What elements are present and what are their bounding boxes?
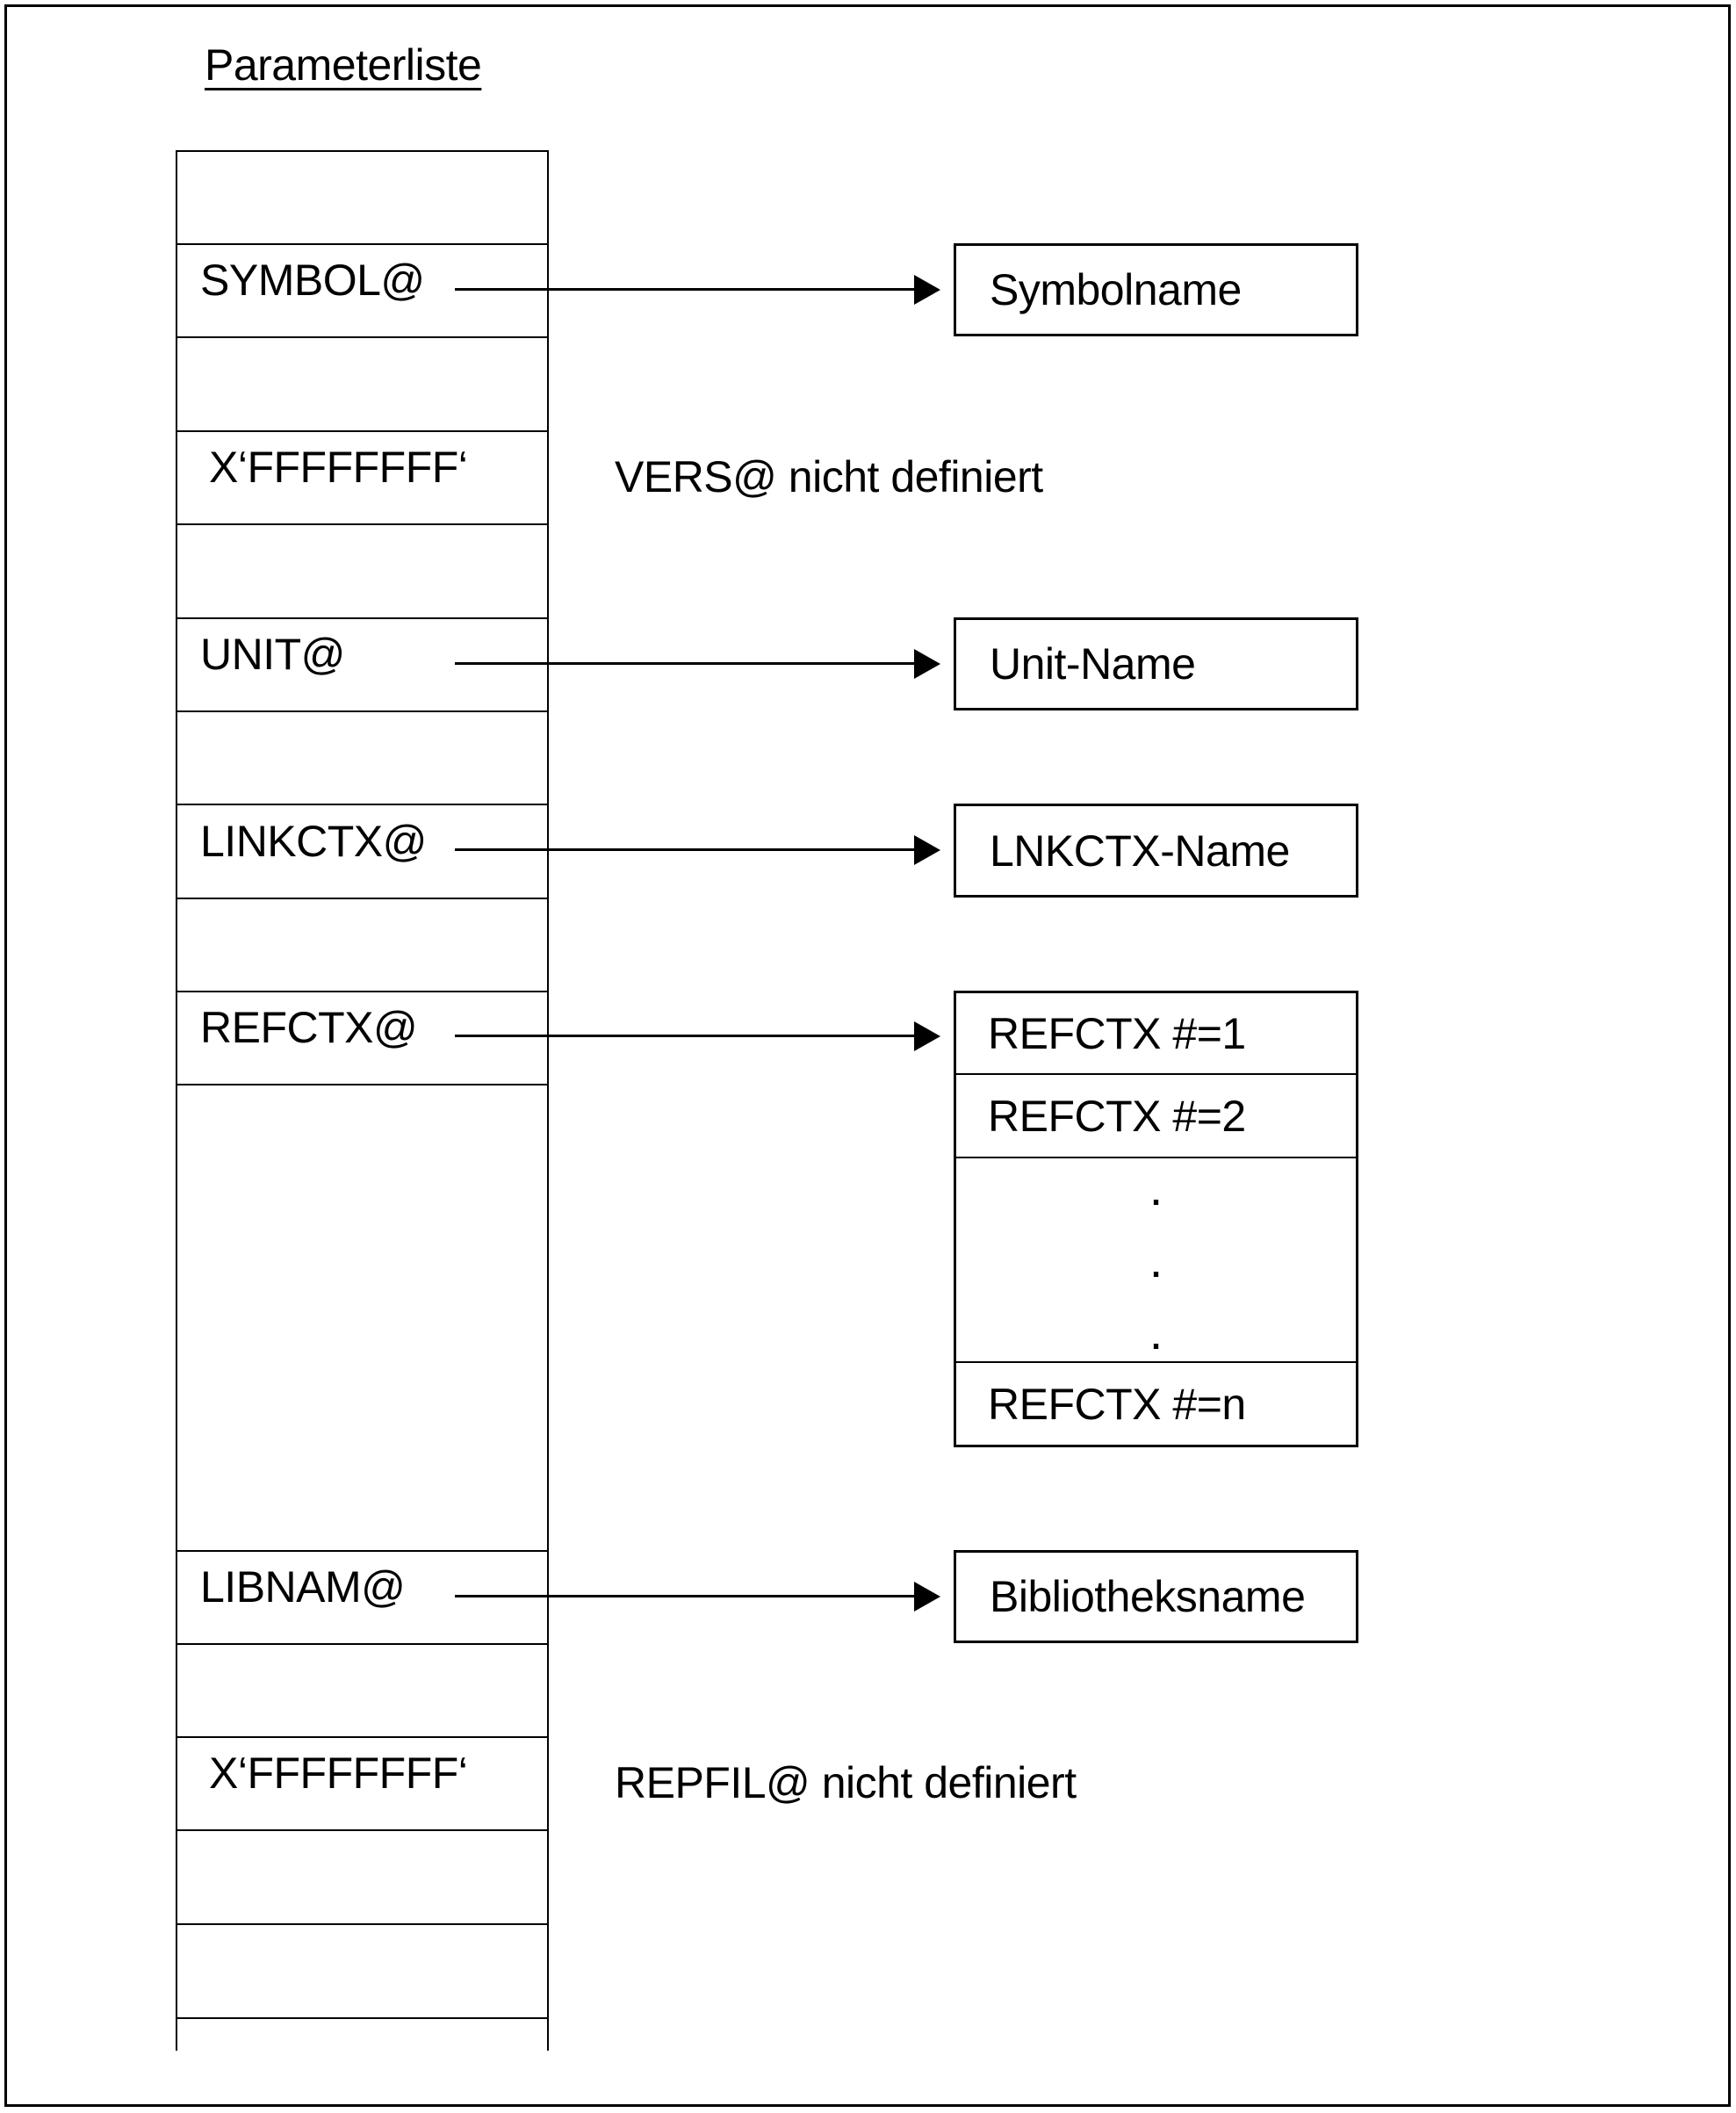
param-row-libnam bbox=[177, 1552, 547, 1645]
param-row-label: SYMBOL@ bbox=[200, 256, 425, 305]
ellipsis-dot: . bbox=[1149, 1159, 1163, 1215]
param-row-unit bbox=[177, 619, 547, 712]
refctx-row-2 bbox=[956, 1075, 1356, 1158]
param-row-repfil-undefined bbox=[177, 1738, 547, 1831]
param-row-linkctx bbox=[177, 805, 547, 899]
param-row-label: X‘FFFFFFFF‘ bbox=[209, 1749, 468, 1798]
refctx-pointer-arrow bbox=[455, 1035, 915, 1037]
vers-undefined-note: VERS@ nicht definiert bbox=[615, 452, 1043, 501]
refctx-row-n-label: REFCTX #=n bbox=[988, 1379, 1246, 1429]
bibliotheksname-label: Bibliotheksname bbox=[990, 1572, 1306, 1621]
unit-pointer-arrow bbox=[455, 662, 915, 665]
param-row-label: LINKCTX@ bbox=[200, 816, 427, 866]
refctx-row-1-label: REFCTX #=1 bbox=[988, 1008, 1246, 1058]
symbolname-label: Symbolname bbox=[990, 265, 1242, 314]
param-row-label: REFCTX@ bbox=[200, 1003, 418, 1052]
param-row-empty bbox=[177, 525, 547, 619]
symbolname-box bbox=[954, 243, 1358, 336]
libnam-pointer-arrow bbox=[455, 1595, 915, 1597]
lnkctx-name-label: LNKCTX-Name bbox=[990, 826, 1290, 876]
param-row-symbol bbox=[177, 245, 547, 338]
param-row-empty bbox=[177, 1925, 547, 2019]
param-row-label: LIBNAM@ bbox=[200, 1562, 406, 1612]
unit-name-box bbox=[954, 617, 1358, 710]
param-row-empty-tall bbox=[177, 1085, 547, 1552]
parameter-list-table bbox=[176, 150, 549, 2051]
refctx-row-n bbox=[956, 1363, 1356, 1445]
bibliotheksname-box bbox=[954, 1550, 1358, 1643]
param-row-empty bbox=[177, 712, 547, 805]
lnkctx-name-box bbox=[954, 804, 1358, 898]
refctx-row-1 bbox=[956, 993, 1356, 1075]
param-row-continuation bbox=[177, 2019, 547, 2051]
ellipsis-dot: . bbox=[1149, 1231, 1163, 1287]
unit-name-label: Unit-Name bbox=[990, 639, 1196, 689]
param-row-empty bbox=[177, 338, 547, 432]
refctx-stack-box bbox=[954, 991, 1358, 1447]
param-row-vers-undefined bbox=[177, 432, 547, 525]
refctx-row-2-label: REFCTX #=2 bbox=[988, 1091, 1246, 1141]
page-title: Parameterliste bbox=[205, 40, 482, 90]
param-row-refctx bbox=[177, 992, 547, 1085]
param-row-label: UNIT@ bbox=[200, 630, 345, 679]
param-row-empty bbox=[177, 899, 547, 992]
symbol-pointer-arrow bbox=[455, 288, 915, 291]
linkctx-pointer-arrow bbox=[455, 848, 915, 851]
refctx-ellipsis-cell bbox=[956, 1158, 1356, 1363]
param-row-empty bbox=[177, 152, 547, 245]
param-row-empty bbox=[177, 1645, 547, 1738]
param-row-empty bbox=[177, 1831, 547, 1925]
ellipsis-dot: . bbox=[1149, 1303, 1163, 1359]
repfil-undefined-note: REPFIL@ nicht definiert bbox=[615, 1758, 1077, 1807]
param-row-label: X‘FFFFFFFF‘ bbox=[209, 443, 468, 492]
